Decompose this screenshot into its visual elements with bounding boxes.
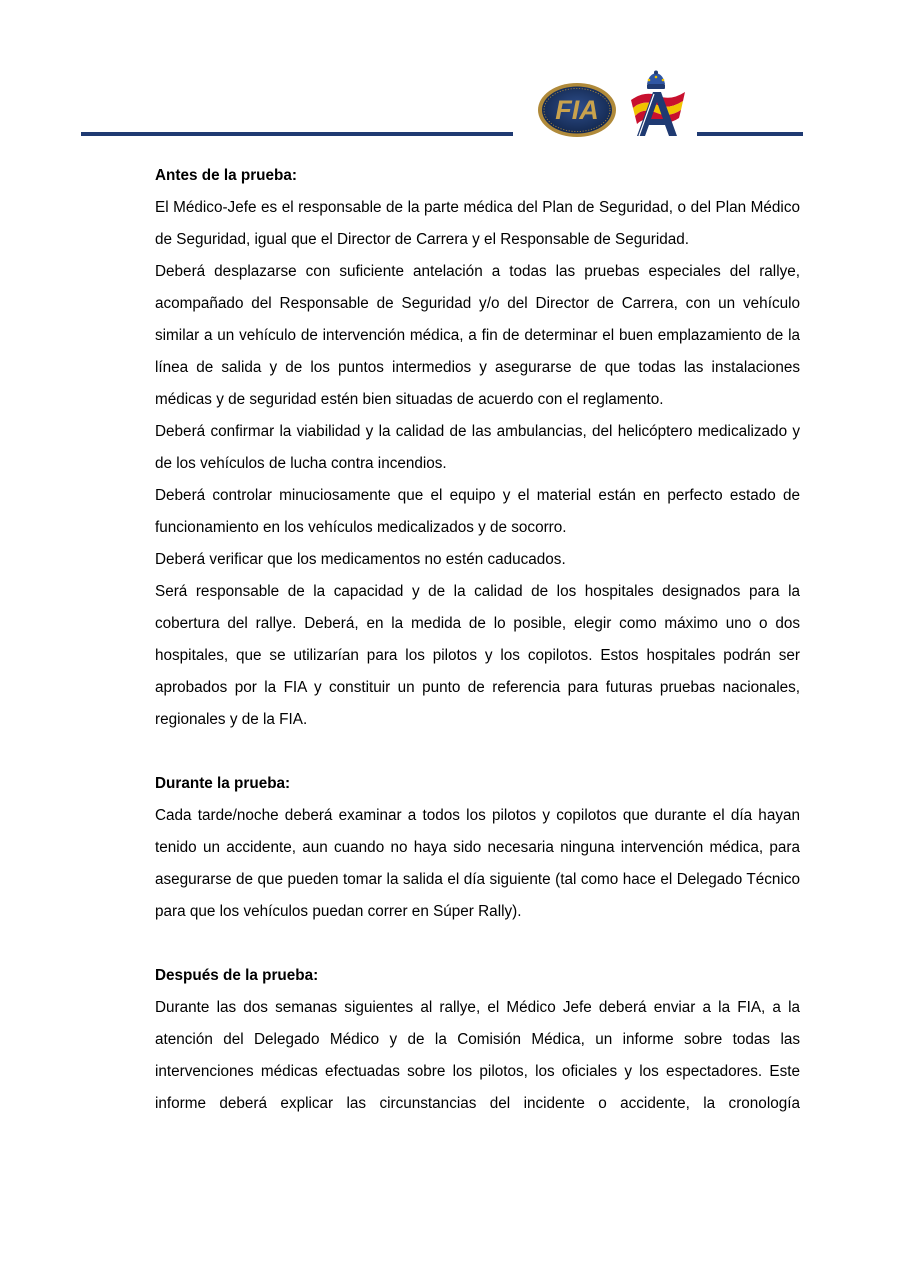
rfeda-logo xyxy=(625,70,689,138)
paragraph: Deberá confirmar la viabilidad y la calidad de las ambulancias, del helicóptero medicalizado y de los vehículos de lucha contra incendios. xyxy=(155,423,800,472)
crown-icon xyxy=(647,71,665,90)
paragraph: Deberá controlar minuciosamente que el equipo y el material están en perfecto estado de funcionamiento en los vehículos medicalizados y de socorro. xyxy=(155,487,800,536)
spacer xyxy=(155,928,800,960)
paragraph: Deberá verificar que los medicamentos no estén caducados. xyxy=(155,551,566,568)
paragraph: Durante las dos semanas siguientes al rallye, el Médico Jefe deberá enviar a la FIA, a la atención del Delegado Médico y de la Comisión Médica, un informe sobre todas las intervenciones médicas efectuadas sobre los pilotos, los oficiales y los espectadores. Este informe deberá explicar las circunstancias del incidente o accidente, la cronología xyxy=(155,999,800,1112)
paragraph: Será responsable de la capacidad y de la calidad de los hospitales designados para la cobertura del rallye. Deberá, en la medida de lo posible, elegir como máximo uno o dos hospitales, que se utilizarían para los pilotos y los copilotos. Estos hospitales podrán ser aprobados por la FIA y constituir un punto de referencia para futuras pruebas nacionales, regionales y de la FIA. xyxy=(155,583,800,728)
paragraph: El Médico-Jefe es el responsable de la parte médica del Plan de Seguridad, o del Plan Médico de Seguridad, igual que el Director de Carrera y el Responsable de Seguridad. xyxy=(155,199,800,248)
section-heading-before: Antes de la prueba: xyxy=(155,167,297,184)
fia-logo xyxy=(537,82,617,138)
header-rule-right xyxy=(697,132,803,136)
fia-logo-text: FIA xyxy=(555,95,599,125)
page-header xyxy=(0,0,905,150)
header-rule-left xyxy=(81,132,513,136)
spacer xyxy=(155,736,800,768)
section-heading-after: Después de la prueba: xyxy=(155,967,319,984)
paragraph: Cada tarde/noche deberá examinar a todos los pilotos y copilotos que durante el día hayan tenido un accidente, aun cuando no haya sido necesaria ninguna intervención médica, para asegurarse de que pueden tomar la salida el día siguiente (tal como hace el Delegado Técnico para que los vehículos puedan correr en Súper Rally). xyxy=(155,807,800,920)
section-heading-during: Durante la prueba: xyxy=(155,775,291,792)
paragraph: Deberá desplazarse con suficiente antelación a todas las pruebas especiales del rallye, acompañado del Responsable de Seguridad y/o del Director de Carrera, con un vehículo similar a un vehículo de intervención médica, a fin de determinar el buen emplazamiento de la línea de salida y de los puntos intermedios y asegurarse de que todas las instalaciones médicas y de seguridad estén bien situadas de acuerdo con el reglamento. xyxy=(155,263,800,408)
document-body xyxy=(155,160,800,1120)
